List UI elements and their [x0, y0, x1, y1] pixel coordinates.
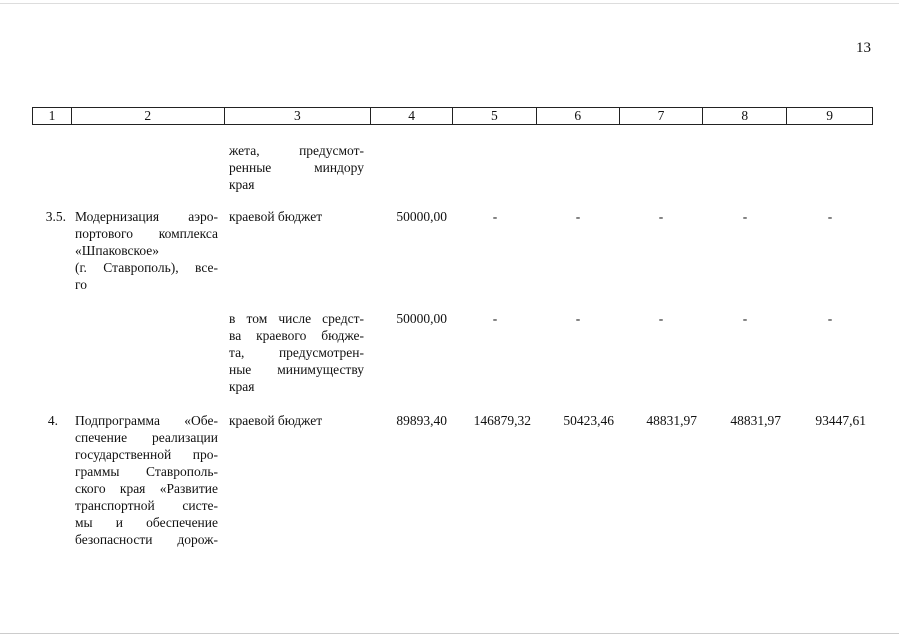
value-col-6: -	[575, 311, 581, 326]
row-source: краевой бюджет	[229, 413, 323, 428]
header-col-5: 5	[453, 108, 537, 124]
header-col-6: 6	[537, 108, 620, 124]
value-col-7: -	[658, 311, 664, 326]
row-source-text: в том числе средст- ва краевого бюдже- та, предусмотрен- ные минимуществу края	[229, 311, 364, 394]
value-col-8: 48831,97	[730, 413, 781, 428]
page-number: 13	[856, 40, 871, 56]
value-col-5: 146879,32	[473, 413, 531, 428]
row-source-text: жета, предусмот- ренные миндору края	[229, 143, 364, 192]
value-col-7: 48831,97	[646, 413, 697, 428]
value-col-4: 50000,00	[396, 209, 447, 224]
header-col-1: 1	[33, 108, 72, 124]
value-col-5: -	[492, 311, 498, 326]
value-col-6: 50423,46	[563, 413, 614, 428]
row-source: краевой бюджет	[229, 209, 323, 224]
header-col-3: 3	[225, 108, 372, 124]
value-col-9: -	[827, 311, 833, 326]
row-title: Подпрограмма «Обе- спечение реализации государственной про- граммы Ставрополь- ского края «Развитие транспортной систе- мы и обеспечение безопасности дорож-	[75, 413, 218, 547]
value-col-4: 89893,40	[396, 413, 447, 428]
header-col-4: 4	[371, 108, 453, 124]
header-col-9: 9	[826, 108, 833, 123]
header-col-8: 8	[703, 108, 787, 124]
value-col-9: 93447,61	[815, 413, 866, 428]
scan-edge-top	[0, 3, 899, 4]
value-col-8: -	[742, 209, 748, 224]
table-header-row	[32, 107, 873, 125]
header-col-7: 7	[620, 108, 704, 124]
scan-edge-bottom	[0, 633, 899, 634]
value-col-7: -	[658, 209, 664, 224]
row-number: 4.	[47, 413, 58, 428]
row-title: Модернизация аэро- портового комплекса «Шпаковское» (г. Ставрополь), все- го	[75, 209, 218, 292]
row-number: 3.5.	[45, 209, 66, 224]
value-col-4: 50000,00	[396, 311, 447, 326]
value-col-6: -	[575, 209, 581, 224]
value-col-9: -	[827, 209, 833, 224]
value-col-8: -	[742, 311, 748, 326]
header-col-2: 2	[72, 108, 225, 124]
value-col-5: -	[492, 209, 498, 224]
